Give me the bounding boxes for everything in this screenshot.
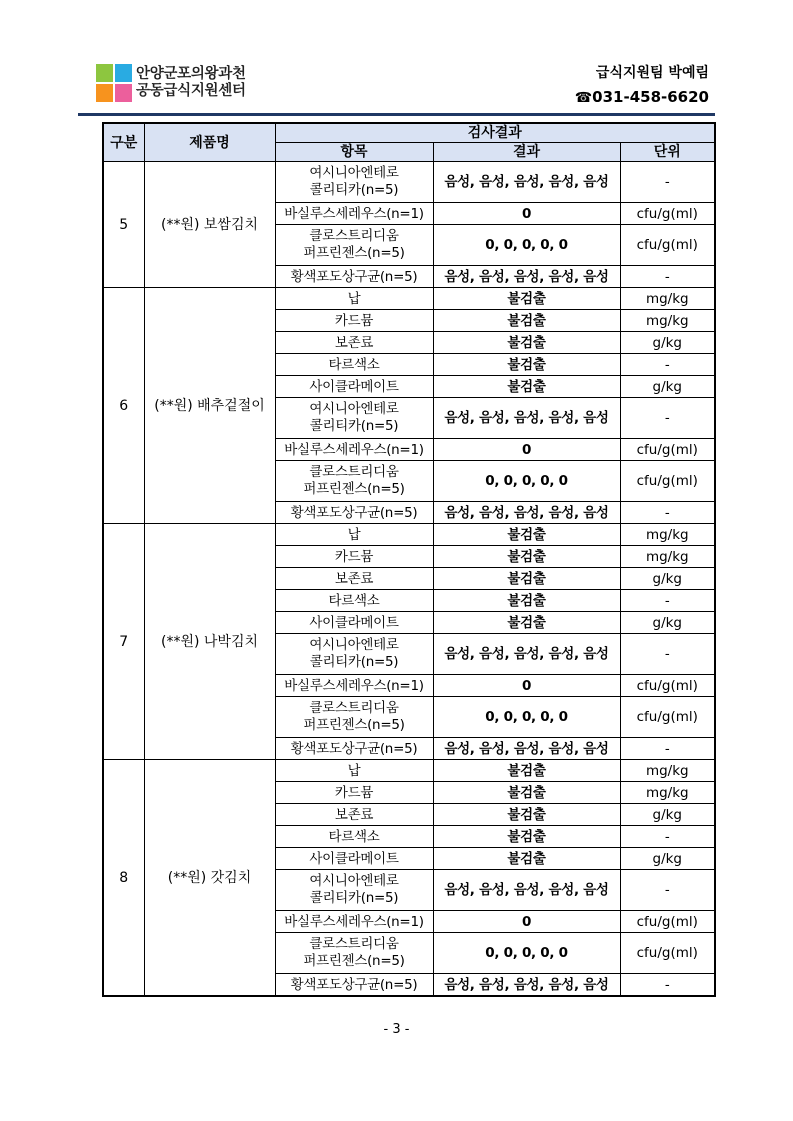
test-result: 불검출 [433,310,620,332]
group-number: 7 [103,524,144,760]
org-line-1: 안양군포의왕과천 [136,66,246,82]
test-unit: g/kg [620,376,715,398]
test-item: 납 [275,760,433,782]
test-unit: cfu/g(ml) [620,225,715,266]
test-unit: mg/kg [620,310,715,332]
test-item: 납 [275,288,433,310]
page-number: - 3 - [383,1022,410,1037]
test-item: 바실루스세레우스(n=1) [275,439,433,461]
org-line-2: 공동급식지원센터 [136,83,246,99]
test-item: 바실루스세레우스(n=1) [275,203,433,225]
test-unit: cfu/g(ml) [620,439,715,461]
test-unit: - [620,590,715,612]
organization-name [136,66,246,100]
test-result: 0 [433,439,620,461]
test-unit: cfu/g(ml) [620,933,715,974]
test-item: 황색포도상구균(n=5) [275,974,433,997]
test-result: 불검출 [433,848,620,870]
test-result: 불검출 [433,524,620,546]
test-unit: cfu/g(ml) [620,203,715,225]
test-unit: - [620,634,715,675]
phone-number [575,88,709,106]
test-result: 불검출 [433,288,620,310]
table-row [103,288,715,310]
test-result: 불검출 [433,804,620,826]
test-unit: mg/kg [620,782,715,804]
test-result: 0, 0, 0, 0, 0 [433,933,620,974]
test-item: 사이클라메이트 [275,376,433,398]
test-result: 불검출 [433,354,620,376]
test-item: 황색포도상구균(n=5) [275,266,433,288]
header-item: 항목 [275,143,433,162]
test-unit: g/kg [620,332,715,354]
test-result: 불검출 [433,332,620,354]
group-number: 6 [103,288,144,524]
test-unit: mg/kg [620,760,715,782]
test-result: 음성, 음성, 음성, 음성, 음성 [433,738,620,760]
test-unit: mg/kg [620,524,715,546]
test-unit: - [620,162,715,203]
test-result: 불검출 [433,782,620,804]
test-unit: cfu/g(ml) [620,911,715,933]
test-unit: g/kg [620,568,715,590]
test-item: 황색포도상구균(n=5) [275,502,433,524]
test-item: 여시니아엔테로 콜리티카(n=5) [275,634,433,675]
header-divider [78,113,715,116]
table-row [103,162,715,203]
test-result: 0 [433,675,620,697]
test-unit: cfu/g(ml) [620,697,715,738]
test-result: 불검출 [433,826,620,848]
page-header [78,60,715,112]
test-result: 불검출 [433,760,620,782]
product-name: (**원) 보쌈김치 [144,162,275,288]
test-result: 0, 0, 0, 0, 0 [433,697,620,738]
test-item: 타르색소 [275,354,433,376]
test-item: 카드뮴 [275,782,433,804]
test-unit: mg/kg [620,546,715,568]
test-item: 보존료 [275,568,433,590]
test-result: 음성, 음성, 음성, 음성, 음성 [433,870,620,911]
test-item: 여시니아엔테로 콜리티카(n=5) [275,162,433,203]
test-item: 여시니아엔테로 콜리티카(n=5) [275,398,433,439]
header-result: 결과 [433,143,620,162]
test-result: 0, 0, 0, 0, 0 [433,461,620,502]
test-result: 불검출 [433,590,620,612]
header-product: 제품명 [144,123,275,162]
test-item: 클로스트리디움 퍼프린젠스(n=5) [275,225,433,266]
test-unit: g/kg [620,612,715,634]
table-row [103,760,715,782]
test-unit: - [620,398,715,439]
inspection-results-table [102,122,716,997]
test-unit: mg/kg [620,288,715,310]
product-name: (**원) 배추겉절이 [144,288,275,524]
test-result: 음성, 음성, 음성, 음성, 음성 [433,634,620,675]
test-unit: - [620,974,715,997]
test-result: 음성, 음성, 음성, 음성, 음성 [433,266,620,288]
team-name: 급식지원팀 박예림 [595,65,709,81]
group-number: 5 [103,162,144,288]
test-unit: - [620,870,715,911]
test-unit: - [620,502,715,524]
test-item: 바실루스세레우스(n=1) [275,675,433,697]
test-result: 음성, 음성, 음성, 음성, 음성 [433,398,620,439]
test-result: 불검출 [433,546,620,568]
phone-icon: ☎ [574,90,593,106]
test-item: 바실루스세레우스(n=1) [275,911,433,933]
center-logo-icon [96,64,132,102]
test-result: 음성, 음성, 음성, 음성, 음성 [433,162,620,203]
test-result: 불검출 [433,612,620,634]
test-item: 황색포도상구균(n=5) [275,738,433,760]
test-unit: g/kg [620,848,715,870]
phone-text: 031-458-6620 [592,88,709,106]
header-unit: 단위 [620,143,715,162]
test-item: 클로스트리디움 퍼프린젠스(n=5) [275,933,433,974]
test-unit: cfu/g(ml) [620,461,715,502]
product-name: (**원) 갓김치 [144,760,275,997]
test-unit: - [620,354,715,376]
test-item: 보존료 [275,332,433,354]
header-group: 구분 [103,123,144,162]
test-item: 여시니아엔테로 콜리티카(n=5) [275,870,433,911]
test-unit: - [620,738,715,760]
group-number: 8 [103,760,144,997]
test-result: 0 [433,911,620,933]
test-item: 카드뮴 [275,546,433,568]
header-results: 검사결과 [275,123,715,143]
test-item: 보존료 [275,804,433,826]
test-item: 타르색소 [275,590,433,612]
test-item: 카드뮴 [275,310,433,332]
test-item: 타르색소 [275,826,433,848]
test-result: 0 [433,203,620,225]
test-item: 클로스트리디움 퍼프린젠스(n=5) [275,697,433,738]
results-body [103,162,715,997]
product-name: (**원) 나박김치 [144,524,275,760]
test-unit: g/kg [620,804,715,826]
test-result: 0, 0, 0, 0, 0 [433,225,620,266]
table-row [103,524,715,546]
test-result: 불검출 [433,376,620,398]
test-unit: - [620,266,715,288]
test-unit: - [620,826,715,848]
test-item: 납 [275,524,433,546]
test-item: 사이클라메이트 [275,612,433,634]
test-unit: cfu/g(ml) [620,675,715,697]
test-item: 사이클라메이트 [275,848,433,870]
test-result: 음성, 음성, 음성, 음성, 음성 [433,502,620,524]
test-result: 불검출 [433,568,620,590]
test-result: 음성, 음성, 음성, 음성, 음성 [433,974,620,997]
test-item: 클로스트리디움 퍼프린젠스(n=5) [275,461,433,502]
